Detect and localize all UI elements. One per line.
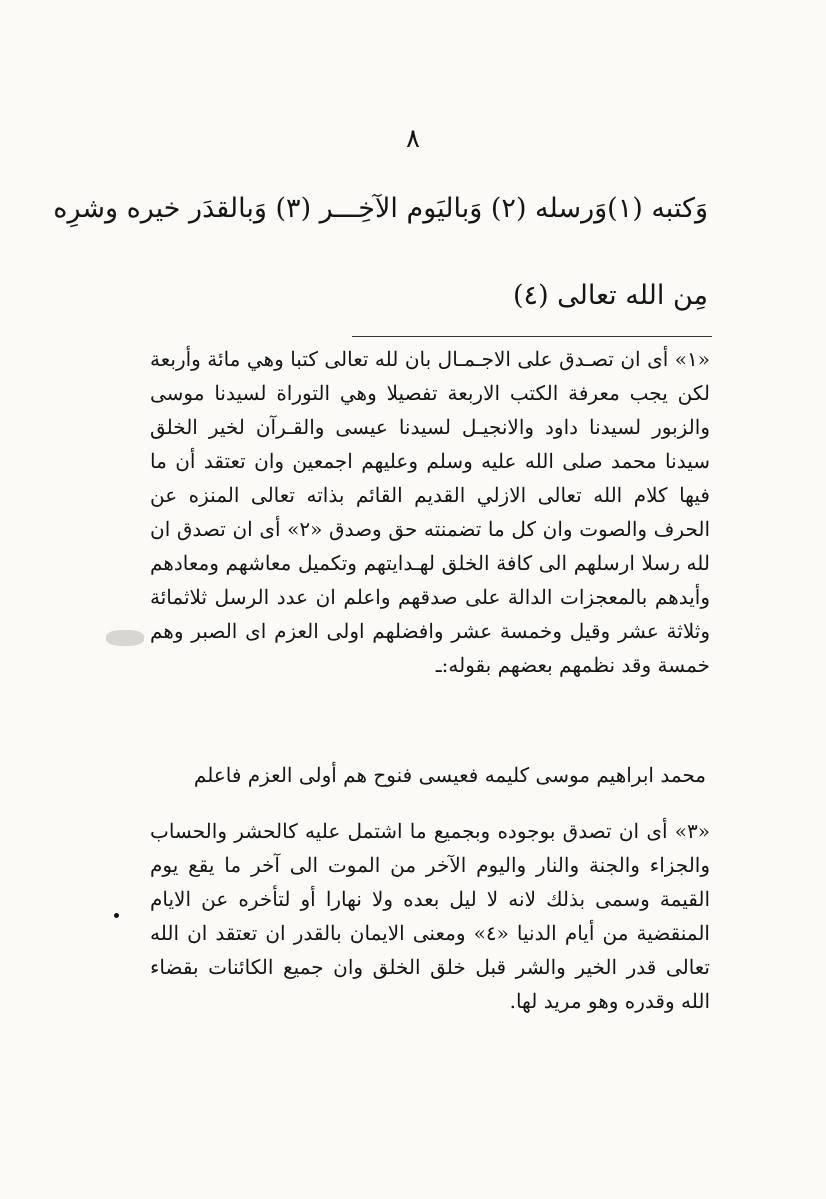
page-number: ٨ [406,124,420,154]
footnotes-block-2: «٣» أى ان تصدق بوجوده وبجميع ما اشتمل عليه كالحشر والحساب والجزاء والجنة والنار واليوم الآخر من الموت الى آخر ما يقع يوم القيمة وسمى بذلك لانه لا ليل بعده ولا نهارا أو لتأخره عن الايام المنقضية من أيام الدنيا «٤» ومعنى الايمان بالقدر ان تعتقد ان الله تعالى قدر الخير والشر قبل خلق الخلق وان جميع الكائنات بقضاء الله وقدره وهو مريد لها. [150,819,711,1013]
main-text-line-1: وَكتبه (١)وَرسله (٢) وَباليَوم الآخِـــر (٣) وَبالقدَر خيره وشرِه [53,193,708,224]
main-text-line-2: مِن الله تعالى (٤) [513,280,708,311]
footnote-separator [352,336,712,337]
scan-smudge [106,630,144,646]
footnote-verse: محمد ابراهيم موسى كليمه فعيسى فنوح هم أولى العزم فاعلم [193,763,706,787]
footnotes-block-1: «١» أى ان تصـدق على الاجـمـال بان لله تعالى كتبا وهي مائة وأربعة لكن يجب معرفة الكتب الاربعة تفصيلا وهي التوراة لسيدنا موسى والزبور لسيدنا داود والانجيـل لسيدنا عيسى والقـرآن لخير الخلق سيدنا محمد صلى الله عليه وسلم وعليهم اجمعين وان تعتقد أن ما فيها كلام الله تعالى الازلي القديم القائم بذاته تعالى المنزه عن الحرف والصوت وان كل ما تضمنته حق وصدق «٢» أى ان تصدق ان لله رسلا ارسلهم الى كافة الخلق لهـدايتهم وتكميل معاشهم ومعادهم وأيدهم بالمعجزات الدالة على صدقهم واعلم ان عدد الرسل ثلاثمائة وثلاثة عشر وقيل وخمسة عشر وافضلهم اولى العزم اى الصبر وهم خمسة وقد نظمهم بعضهم بقوله:ـ [150,347,710,677]
scan-dot [114,913,119,918]
